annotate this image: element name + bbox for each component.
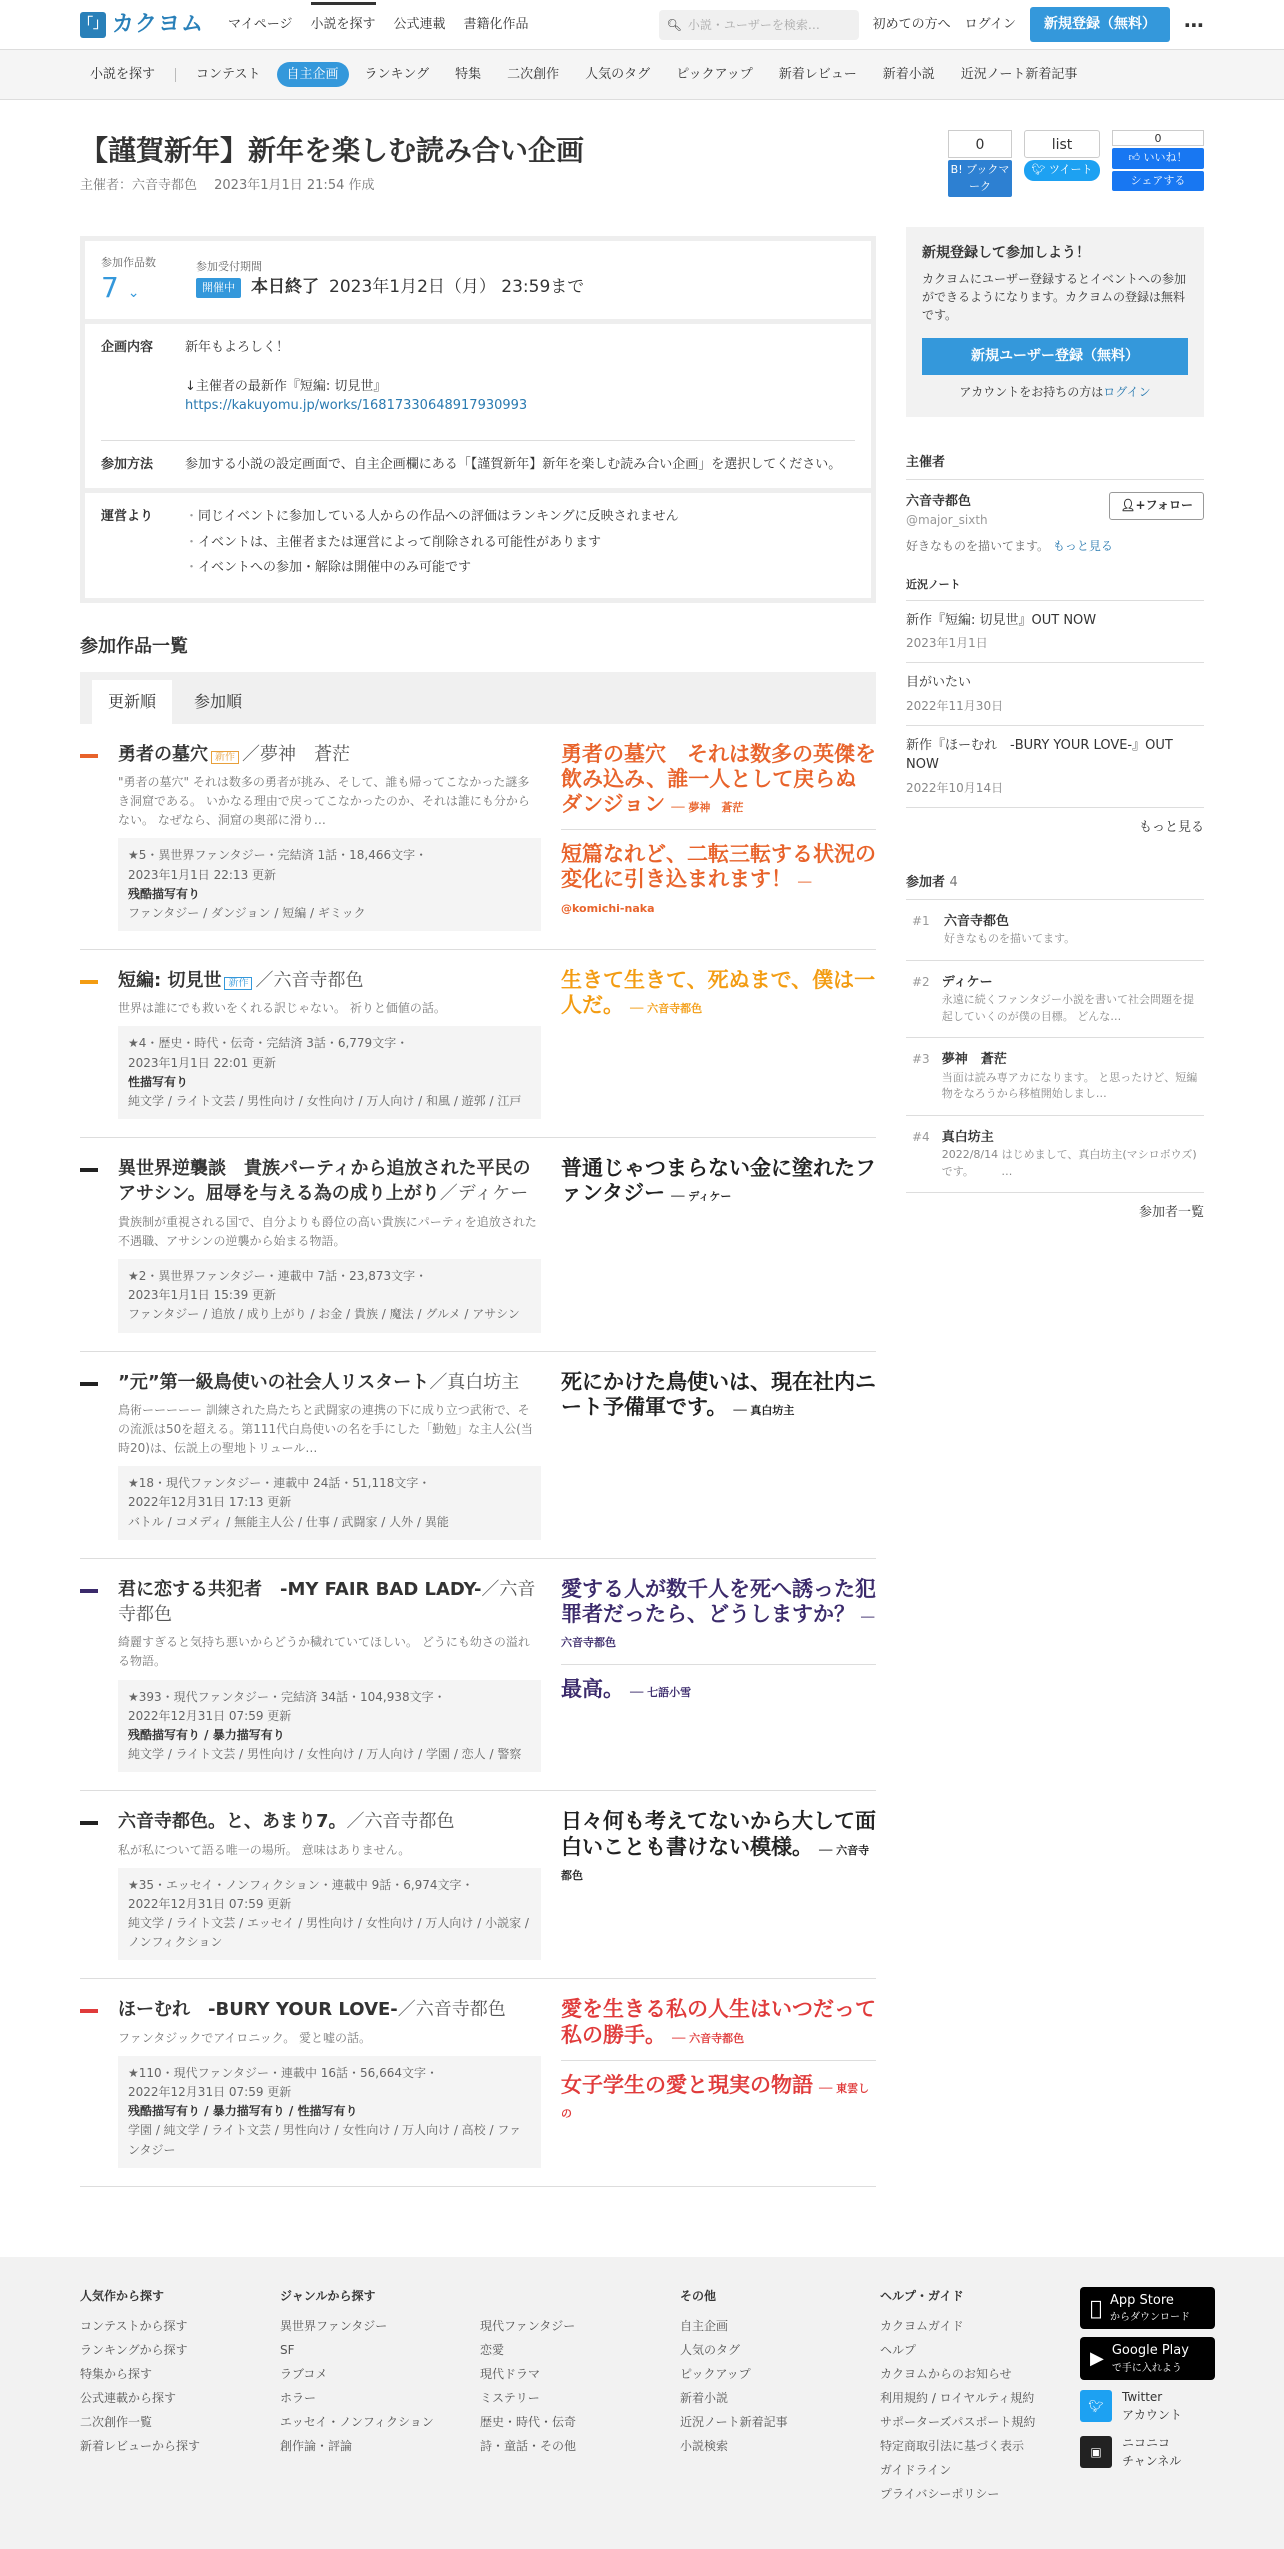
work-meta: ★110・現代ファンタジー・連載中 16話・56,664文字・ 2022年12月31日 07:59 更新 残酷描写有り / 暴力描写有り / 性描写有り 学園 / 純文学 / ライト文芸 / 男性向け / 女性向け / 万人向け / 高校 / ファンタジー [118,2056,541,2168]
catch-copy[interactable]: 最高。 ── 七語小雪 [561,1664,876,1702]
host-heading: 主催者 [906,453,1204,480]
more-menu-icon[interactable]: ⋯ [1184,12,1204,37]
work-author[interactable]: ／六音寺都色 [397,1999,506,2021]
play-icon: ▶ [1090,2348,1104,2370]
method-label: 参加方法 [101,456,154,472]
new-badge: 新作 [211,751,239,764]
subnav-ranking[interactable]: ランキング [364,66,430,82]
works-list [80,724,876,2187]
footer-link[interactable]: 新着小説 [680,2390,729,2405]
first-time-link[interactable]: 初めての方へ [872,16,951,32]
footer-link[interactable]: コンテストから探す [80,2318,188,2333]
work-item [80,1138,876,1351]
notice-item: ・ イベントは、主催者または運営によって削除される可能性があります [185,533,679,553]
work-meta: ★35・エッセイ・ノンフィクション・連載中 9話・6,974文字・ 2022年12月31日 07:59 更新 純文学 / ライト文芸 / エッセイ / 男性向け / 女性向け / 万人向け / 小説家 / ノンフィクション [118,1868,541,1961]
content-label: 企画内容 [101,339,154,355]
work-desc: 貴族制が重視される国で、自分よりも爵位の高い貴族にパーティを追放された不遇職、アサシンの逆襲から始まる物語。 [118,1214,537,1248]
list-button[interactable]: list 🐦︎ ツイート [1024,130,1100,197]
login-link[interactable]: ログイン [964,16,1016,32]
work-desc: "勇者の墓穴" それは数多の勇者が挑み、そして、誰も帰ってこなかった謎多き洞窟である。 いかなる理由で戻ってこなかったのか、それは誰にも分からない。 なぜなら、洞窟の奥部に滑り… [118,774,530,828]
sub-nav [0,50,1284,100]
share-buttons [906,130,1204,197]
nav-search-novels[interactable]: 小説を探す [311,2,376,35]
twitter-icon: 🐦︎ [1080,2390,1112,2422]
google-play-badge[interactable]: ▶ Google Play で手に入れよう [1080,2337,1215,2380]
work-meta: ★393・現代ファンタジー・完結済 34話・104,938文字・ 2022年12月31日 07:59 更新 残酷描写有り / 暴力描写有り 純文学 / ライト文芸 / 男性向け / 女性向け / 万人向け / 学園 / 恋人 / 警察 [118,1680,541,1773]
footer-link[interactable]: ピックアップ [680,2366,751,2381]
color-bar [80,2009,98,2013]
catch-copy[interactable]: 短篇なれど、二転三転する状況の変化に引き込まれます！ ── @komichi-naka [561,829,876,918]
method-text: 参加する小説の設定画面で、自主企画欄にある「【謹賀新年】新年を楽しむ読み合い企画」を選択してください。 [185,456,842,472]
work-item [80,1791,876,1979]
participant-item[interactable]: #4 真白坊主 2022/8/14 はじめまして、真白坊主(マシロボウズ)です。 … [906,1116,1204,1194]
catch-copy[interactable]: 日々何も考えてないから大して面白いことも書けない模様。 ── 六音寺都色 [561,1809,876,1882]
footer-link[interactable]: 人気のタグ [680,2342,741,2357]
footer-link[interactable]: 現代ドラマ [480,2366,541,2381]
search-icon: 🔍︎ [666,17,682,32]
signup-text: カクヨムにユーザー登録するとイベントへの参加ができるようになります。カクヨムの登録は無料です。 [922,272,1187,322]
catch-copies [561,1577,876,1773]
footer-link[interactable]: カクヨムガイド [880,2318,964,2333]
nav-official[interactable]: 公式連載 [393,16,446,32]
footer-link[interactable]: ラブコメ [280,2366,328,2381]
footer-heading: ジャンルから探す [280,2288,376,2303]
nav-books[interactable]: 書籍化作品 [463,16,529,32]
work-meta: ★4・歴史・時代・伝奇・完結済 3話・6,779文字・ 2023年1月1日 22:01 更新 性描写有り 純文学 / ライト文芸 / 男性向け / 女性向け / 万人向け / 和風 / 遊郭 / 江戸 [118,1026,541,1119]
footer-heading [480,2287,650,2305]
signup-box: 新規登録して参加しよう！ カクヨムにユーザー登録するとイベントへの参加ができるようになります。カクヨムの登録は無料です。 新規ユーザー登録（無料） アカウントをお持ちの方はログイン [906,227,1204,417]
footer-link[interactable]: 二次創作一覧 [80,2414,153,2429]
work-title[interactable]: 異世界逆襲談 貴族パーティから追放された平民のアサシン。屈辱を与える為の成り上がり [118,1158,531,1205]
works-heading: 参加作品一覧 [80,635,188,657]
register-button[interactable]: 新規登録（無料） [1030,7,1170,42]
catch-copies [561,968,876,1119]
facebook-like-button[interactable]: 0 👍︎ いいね！ シェアする [1112,130,1204,197]
content-link[interactable]: https://kakuyomu.jp/works/16817330648917930993 [185,398,528,414]
global-header [0,0,1284,50]
footer-link[interactable]: ミステリー [480,2390,540,2405]
logo-mark-icon: 「」 [80,12,106,38]
hatena-bookmark-button[interactable]: 0 B! ブックマーク [948,130,1012,197]
notice-item: ・ 同じイベントに参加している人からの作品への評価はランキングに反映されません [185,507,679,527]
catch-copies [561,1156,876,1332]
footer-link[interactable]: 利用規約 / ロイヤルティ規約 [880,2390,1035,2405]
footer-link[interactable]: ヘルプ [880,2342,917,2357]
work-item [80,950,876,1138]
work-meta: ★2・異世界ファンタジー・連載中 7話・23,873文字・ 2023年1月1日 15:39 更新 ファンタジー / 追放 / 成り上がり / お金 / 貴族 / 魔法 / グルメ / アサシン [118,1259,541,1333]
sidebar [906,100,1204,2187]
works-tabs [80,672,876,724]
notes-more-link[interactable]: もっと見る [1138,819,1204,835]
work-author[interactable]: ／六音寺都色 [118,1578,536,1626]
work-title[interactable]: 短編: 切見世 [118,970,222,992]
catch-copy[interactable]: 生きて生きて、死ぬまで、僕は一人だ。 ── 六音寺都色 [561,968,876,1018]
search-input[interactable]: 🔍︎ 小説・ユーザーを検索… [659,10,859,40]
subnav-pickup[interactable]: ピックアップ [676,66,753,82]
work-item [80,1352,876,1559]
footer-link[interactable]: 新着レビューから探す [80,2438,201,2453]
footer-link[interactable]: エッセイ・ノンフィクション [280,2414,434,2429]
work-title[interactable]: 君に恋する共犯者 -MY FAIR BAD LADY- [118,1578,482,1600]
new-badge: 新作 [224,977,252,990]
page-title: 【謹賀新年】新年を楽しむ読み合い企画 [80,134,585,167]
global-nav [228,15,529,35]
subnav-notes[interactable]: 近況ノート新着記事 [960,66,1078,82]
color-bar [80,1382,98,1386]
count-label: 参加作品数 [101,255,156,269]
catch-copies [561,1370,876,1540]
footer-link[interactable]: ガイドライン [880,2462,952,2477]
footer-link[interactable]: 自主企画 [680,2318,729,2333]
work-desc: 綺麗すぎると気持ち悪いからどうか穢れていてほしい。 どうにも幼さの溢れる物語。 [118,1635,530,1669]
signup-login-link[interactable]: ログイン [1103,385,1151,399]
participants-heading: 参加者 4 [906,873,1204,900]
notice-list [185,507,679,584]
footer-heading: その他 [680,2288,717,2303]
period-label: 参加受付期間 [196,259,262,273]
footer-heading: 人気作から探す [80,2288,165,2303]
color-bar [80,1168,98,1172]
subnav-reviews[interactable]: 新着レビュー [778,66,857,82]
entry-count[interactable]: 7 ⌄ [101,271,140,304]
work-title[interactable]: ”元”第一級鳥使いの社会人リスタート [118,1371,430,1393]
twitter-link[interactable]: 🐦︎ Twitter アカウント [1080,2388,1215,2424]
tab-joined[interactable]: 参加順 [194,691,243,711]
catch-copy[interactable]: 普通じゃつまらない金に塗れたファンタジー ── ディケー [561,1156,876,1206]
work-item [80,724,876,951]
participants-list [906,900,1204,1194]
color-bar [80,754,98,758]
host-more-link[interactable]: もっと見る [1052,539,1113,553]
footer-link[interactable]: 恋愛 [480,2342,505,2357]
logo[interactable] [80,8,204,41]
note-item[interactable]: 新作『ほーむれ -BURY YOUR LOVE-』OUT NOW 2022年10月14日 [906,726,1204,808]
footer-column [880,2287,1050,2509]
participants-more-link[interactable]: 参加者一覧 [1138,1205,1204,1220]
note-item[interactable]: 目がいたい 2022年11月30日 [906,663,1204,726]
subnav-search[interactable]: 小説を探す [90,66,156,82]
status-badge: 開催中 [196,278,241,299]
niconico-icon: ▣ [1080,2436,1112,2468]
signup-button[interactable]: 新規ユーザー登録（無料） [922,338,1188,375]
nav-mypage[interactable]: マイページ [228,16,293,32]
participant-item[interactable]: #1 六音寺都色 好きなものを描いてます。 [906,900,1204,961]
work-title[interactable]: 勇者の墓穴 [118,743,208,765]
footer-link[interactable]: SF [280,2342,295,2357]
work-desc: 世界は誰にでも救いをくれる訳じゃない。 祈りと価値の話。 [118,1001,446,1016]
footer-link[interactable]: 小説検索 [680,2438,729,2453]
work-title[interactable]: ほーむれ -BURY YOUR LOVE- [118,1999,398,2021]
host-bio: 好きなものを描いてます。 [906,539,1050,553]
work-desc: ファンタジックでアイロニック。 愛と嘘の話。 [118,2030,372,2045]
footer-link[interactable]: 公式連載から探す [80,2390,177,2405]
ends-today: 本日終了 [251,277,319,298]
work-author[interactable]: ／六音寺都色 [255,970,364,992]
period-text: 2023年1月2日（月） 23:59まで [329,277,585,298]
footer-column [480,2287,650,2509]
main-content [80,100,876,2187]
footer-link[interactable]: 歴史・時代・伝奇 [480,2414,577,2429]
event-info-box [80,236,876,603]
footer [0,2257,1284,2549]
work-author[interactable]: ／夢神 蒼茫 [242,743,350,765]
content-line: ↓主催者の最新作『短編: 切見世』 [185,378,387,394]
color-bar [80,1589,98,1593]
footer-link[interactable]: ランキングから探す [80,2342,188,2357]
niconico-link[interactable]: ▣ ニコニコ チャンネル [1080,2434,1215,2470]
content-line: 新年もよろしく！ [185,339,290,355]
logo-text: カクヨム [112,12,205,37]
follow-button[interactable]: 👤︎+フォロー [1109,492,1204,520]
host-id: @major_sixth [906,513,988,527]
apple-icon [1090,2293,1102,2323]
note-item[interactable]: 新作『短編: 切見世』OUT NOW 2023年1月1日 [906,601,1204,664]
footer-column [280,2287,450,2509]
work-title[interactable]: 六音寺都色。と、あまり7。 [118,1811,347,1833]
work-meta: ★18・現代ファンタジー・連載中 24話・51,118文字・ 2022年12月31日 17:13 更新 バトル / コメディ / 無能主人公 / 仕事 / 武闘家 / 人外 / 異能 [118,1466,541,1540]
work-author[interactable]: ／ディケー [439,1183,529,1205]
footer-link[interactable]: 現代ファンタジー [480,2318,576,2333]
work-desc: 私が私について語る唯一の場所。 意味はありません。 [118,1842,411,1857]
notes-list [906,601,1204,808]
signup-title: 新規登録して参加しよう！ [922,245,1090,261]
follow-user-icon: 👤︎+ [1120,497,1146,512]
footer-link[interactable]: プライバシーポリシー [880,2486,1000,2501]
footer-link[interactable]: 創作論・評論 [280,2438,353,2453]
catch-copies [561,1997,876,2167]
footer-column [80,2287,250,2509]
footer-column [680,2287,850,2509]
participant-item[interactable]: #2 ディケー 永遠に続くファンタジー小説を書いて社会問題を提起していくのが僕の目標。 どんな… [906,961,1204,1039]
work-desc: 鳥術ーーーーー 訓練された鳥たちと武闘家の連携の下に成り立つ武術で、その流派は50を超える。第111代白鳥使いの名を手にした「勤勉」な主人公(当時20)は、伝説上の聖地トリュール… [118,1402,533,1456]
color-bar [80,1821,98,1825]
organizer-line: 主催者：六音寺都色 2023年1月1日 21:54 作成 [80,178,375,193]
footer-link[interactable]: 特集から探す [80,2366,153,2381]
catch-copy[interactable]: 勇者の墓穴 それは数多の英傑を飲み込み、誰一人として戻らぬダンジョン ── 夢神 蒼茫 [561,741,876,816]
notice-item: ・ イベントへの参加・解除は開催中のみ可能です [185,558,679,578]
subnav-tags[interactable]: 人気のタグ [585,66,651,82]
catch-copy[interactable]: 死にかけた鳥使いは、現在社内ニート予備軍です。 ── 真白坊主 [561,1369,876,1419]
notes-heading: 近況ノート [906,577,1204,601]
catch-copies [561,1809,876,1960]
footer-link[interactable]: 特定商取引法に基づく表示 [880,2438,1025,2453]
app-store-badge[interactable]: App Store からダウンロード [1080,2287,1215,2330]
footer-link[interactable]: ホラー [280,2390,317,2405]
catch-copies [561,742,876,932]
footer-link[interactable]: 詩・童話・その他 [480,2438,577,2453]
footer-link[interactable]: 異世界ファンタジー [280,2318,388,2333]
footer-heading: ヘルプ・ガイド [880,2288,964,2303]
work-item [80,1979,876,2186]
catch-copy[interactable]: 愛する人が数千人を死へ誘った犯罪者だったら、どうしますか？ ── 六音寺都色 [561,1576,876,1650]
work-author[interactable]: ／真白坊主 [429,1371,520,1393]
subnav-events[interactable]: 自主企画 [277,62,349,88]
subnav-new-novels[interactable]: 新着小説 [882,66,935,82]
catch-copy[interactable]: 愛を生きる私の人生はいつだって私の勝手。 ── 六音寺都色 [561,1997,876,2047]
footer-link[interactable]: カクヨムからのお知らせ [880,2366,1012,2381]
color-bar [80,980,98,984]
host-name[interactable]: 六音寺都色 [906,493,972,509]
footer-link[interactable]: サポーターズパスポート規約 [880,2414,1036,2429]
subnav-fanfic[interactable]: 二次創作 [507,66,560,82]
chevron-down-icon: ⌄ [127,285,140,301]
subnav-features[interactable]: 特集 [455,66,482,82]
participant-item[interactable]: #3 夢神 蒼茫 当面は読み専アカになります。 と思ったけど、短編物をなろうから移植開始しまし… [906,1038,1204,1116]
tab-updated[interactable]: 更新順 [92,680,172,724]
subnav-contest[interactable]: コンテスト [196,66,261,82]
work-author[interactable]: ／六音寺都色 [346,1811,455,1833]
divider [175,68,176,82]
footer-link[interactable]: 近況ノート新着記事 [680,2414,788,2429]
work-item [80,1559,876,1792]
work-meta: ★5・異世界ファンタジー・完結済 1話・18,466文字・ 2023年1月1日 22:13 更新 残酷描写有り ファンタジー / ダンジョン / 短編 / ギミック [118,838,541,931]
catch-copy[interactable]: 女子学生の愛と現実の物語 ── 東雲しの [561,2060,876,2123]
notice-label: 運営より [101,509,154,525]
